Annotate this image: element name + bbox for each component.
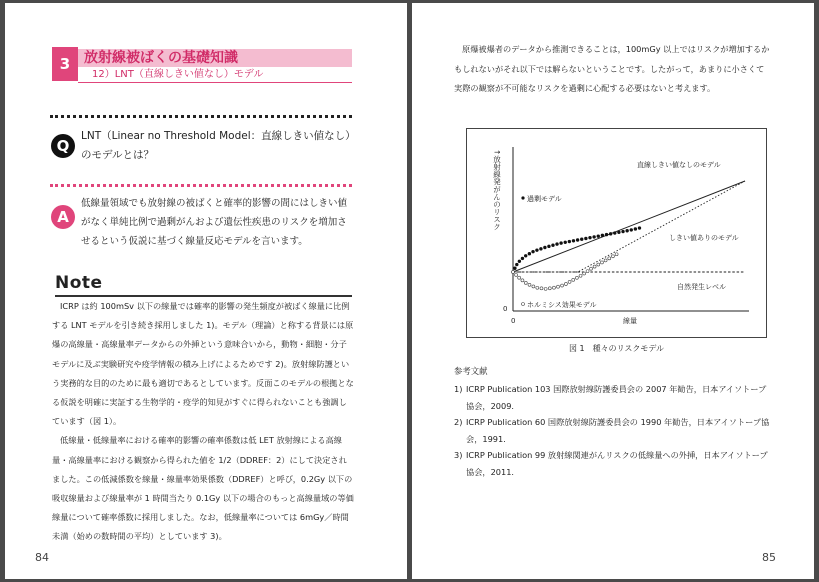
series-dot [634, 227, 637, 230]
note-paragraph: 低線量・低線量率における確率的影響の確率係数は低 LET 放射線による高線量・高線量率における観察から得られた値を 1/2（DDREF：2）にして決定されました。この低減係数を線量・線量率効果係数（DDREF）と呼び，0.2Gy 以下の吸収線量および線量率が 1 時間当たり 0.1Gy 以下の場合のもっと高線量域の等価線量について確率係数に採用しました。なお，低線量率については 6mGy／時間未満（始めの数時間の平均）としています 3)。 [52, 435, 354, 542]
left-page [5, 3, 407, 579]
series-dot [515, 273, 518, 276]
section-number: 3 [52, 47, 78, 81]
figure-caption: 図 1 種々のリスクモデル [568, 344, 665, 353]
series-dot [576, 238, 579, 241]
series-dot [539, 247, 542, 250]
series-dot [551, 243, 554, 246]
series-dot [608, 257, 611, 260]
series-dot [543, 246, 546, 249]
intro-paragraph: 原爆被爆者のデータから推測できることは，100mGy 以上ではリスクが増加するかもしれないがそれ以下では解らないということです。したがって，あまりに小さくて実際の観察が不可能なリスクを過剰に心配する必要はないと考えます。 [454, 44, 770, 93]
series-dot [625, 229, 628, 232]
series-dot [536, 286, 539, 289]
series-dot [552, 286, 555, 289]
series-dot [580, 238, 583, 241]
series-dot [512, 271, 515, 274]
series-dot [605, 233, 608, 236]
x-axis-label: 線量 [623, 317, 637, 325]
series-dot [572, 278, 575, 281]
series-dot [564, 241, 567, 244]
reference-text: ICRP Publication 103 国際放射線防護委員会の 2007 年勧告，日本アイソトープ協会，2009. [466, 384, 767, 411]
label-excess: 過剰モデル [527, 195, 562, 203]
series-dot [611, 255, 614, 258]
series-dot [513, 267, 516, 270]
section-title: 放射線被ばくの基礎知識 [78, 49, 352, 67]
reference-text: ICRP Publication 60 国際放射線防護委員会の 1990 年勧告，日本アイソトープ協会，1991. [466, 417, 770, 444]
series-dot [568, 280, 571, 283]
dotted-divider [50, 115, 352, 118]
series-dot [588, 236, 591, 239]
page-number: 85 [762, 551, 776, 564]
series-dot [609, 232, 612, 235]
series-dot [601, 234, 604, 237]
series-dot [547, 245, 550, 248]
series-dot [568, 240, 571, 243]
label-lnt: 直線しきい値なしのモデル [637, 161, 721, 169]
series-dot [561, 284, 564, 287]
series-dot [572, 239, 575, 242]
series-dot [579, 274, 582, 277]
label-threshold: しきい値ありのモデル [669, 234, 739, 242]
series-dot [615, 253, 618, 256]
series-dot [600, 261, 603, 264]
reference-item [454, 414, 772, 447]
series-dot [531, 250, 534, 253]
y-origin-label: 0 [503, 305, 508, 313]
series-dot [617, 231, 620, 234]
references-title: 参考文献 [454, 366, 488, 376]
series-dot [597, 234, 600, 237]
reference-number: 2) [454, 417, 463, 428]
series-dot [555, 242, 558, 245]
answer-text: 低線量領域でも放射線の被ばくと確率的影響の間にはしきい値がなく単純比例で過剰がんおよび遺伝性疾患のリスクを増加させるという仮説に基づく線量反応モデルを言います。 [81, 198, 348, 247]
series-dot [593, 265, 596, 268]
right-page [412, 3, 814, 579]
legend-dot [522, 303, 525, 306]
reference-item [454, 381, 772, 414]
series-dot [613, 231, 616, 234]
series-dot [604, 259, 607, 262]
series-dot [521, 279, 524, 282]
series-dot [559, 241, 562, 244]
reference-item [454, 447, 772, 480]
x-origin-label: 0 [511, 317, 516, 325]
series-dot [575, 276, 578, 279]
series-dot [528, 252, 531, 255]
series-dot [630, 228, 633, 231]
section-subtitle: 12）LNT（直線しきい値なし）モデル [78, 67, 352, 83]
question-text: LNT（Linear no Threshold Model：直線しきい値なし）のモデルとは？ [81, 130, 351, 161]
references-list [454, 381, 772, 481]
series-dot [557, 285, 560, 288]
label-natural: 自然発生レベル [677, 283, 726, 291]
y-axis-label: ↑放射線発がんのリスク [492, 149, 502, 231]
series-dot [583, 272, 586, 275]
note-paragraph: ICRP は約 100mSv 以下の線量では確率的影響の発生頻度が被ばく線量に比例する LNT モデルを引き続き採用しました 1)。モデル（理論）と称する背景には原爆の高線量・高線量率データからの外挿という意味合いから，動物・細胞・分子モデルに及ぶ実験研究や疫学情報の積み上げによるためです 2)。放射線防護という実務的な目的のために最も適切であるとしています。反面このモデルの根拠となる仮説を明確に実証する生物学的・疫学的知見がすぐに得られないことも強調しています（図 1）。 [52, 301, 354, 427]
series-dot [584, 237, 587, 240]
series-dot [592, 235, 595, 238]
note-body [52, 297, 354, 547]
series-dot [521, 257, 524, 260]
series-dot [544, 287, 547, 290]
series-dot [528, 283, 531, 286]
series-dot [564, 282, 567, 285]
series-dot [518, 276, 521, 279]
risk-model-chart [467, 129, 766, 337]
series-dot [586, 270, 589, 273]
series-dot [532, 285, 535, 288]
series-dot [548, 287, 551, 290]
answer-icon: A [51, 205, 75, 229]
question-icon: Q [51, 134, 75, 158]
series-dot [524, 281, 527, 284]
reference-number: 1) [454, 384, 463, 394]
series-dot [590, 267, 593, 270]
series-dot [540, 287, 543, 290]
series-dot [535, 248, 538, 251]
note-title: Note [55, 273, 103, 293]
intro-text [454, 40, 772, 99]
page-number: 84 [35, 551, 49, 564]
series-dot [524, 254, 527, 257]
risk-model-figure [466, 128, 767, 338]
series-dot [515, 263, 518, 266]
reference-text: ICRP Publication 99 放射線関連がんリスクの低線量への外挿，日本アイソトープ協会，2011. [466, 450, 768, 477]
dotted-divider-pink [50, 184, 352, 187]
legend-dot [521, 196, 524, 199]
series-dot [621, 230, 624, 233]
series-dot [597, 263, 600, 266]
series-dot [638, 226, 641, 229]
series-dot [518, 260, 521, 263]
label-hormesis: ホルミシス効果モデル [527, 301, 597, 309]
reference-number: 3) [454, 450, 463, 461]
